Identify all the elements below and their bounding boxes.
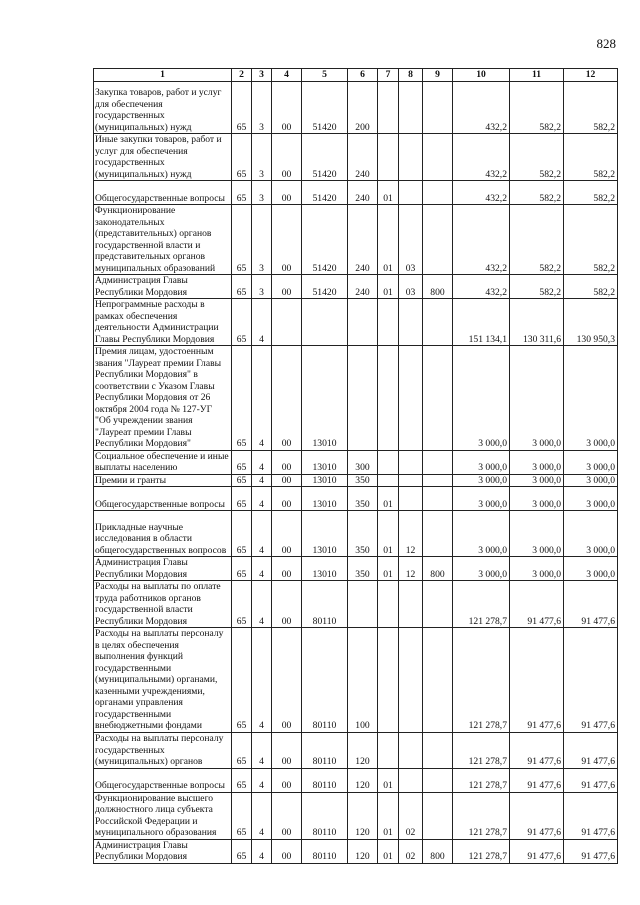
- code-section: [378, 732, 399, 768]
- code-subsection: [399, 768, 423, 792]
- code-subsection: [399, 82, 423, 134]
- code-subprogram: 00: [272, 768, 302, 792]
- budget-table: [93, 68, 618, 864]
- table-row: [94, 450, 618, 474]
- column-header: 5: [302, 69, 348, 82]
- row-label: Непрограммные расходы в рамках обеспечения деятельности Администрации Главы Республики Мордовия: [94, 299, 232, 346]
- code-subprogram: 00: [272, 581, 302, 628]
- row-label: Общегосударственные вопросы: [94, 181, 232, 205]
- code-direction: 80110: [302, 581, 348, 628]
- code-direction: 51420: [302, 82, 348, 134]
- code-subprogram: 00: [272, 205, 302, 275]
- code-section: 01: [378, 275, 399, 299]
- amount-col-11: 3 000,0: [510, 450, 564, 474]
- amount-col-12: 91 477,6: [564, 768, 618, 792]
- code-subsection: [399, 346, 423, 451]
- amount-col-12: 582,2: [564, 134, 618, 181]
- amount-col-12: 3 000,0: [564, 487, 618, 511]
- amount-col-12: 582,2: [564, 181, 618, 205]
- code-program: 3: [252, 205, 272, 275]
- code-expense-type: [348, 299, 378, 346]
- code-subsection: 03: [399, 205, 423, 275]
- code-ministry: 65: [232, 205, 252, 275]
- code-expense-type: [348, 346, 378, 451]
- amount-col-12: 130 950,3: [564, 299, 618, 346]
- amount-col-10: 3 000,0: [453, 474, 510, 487]
- amount-col-10: 151 134,1: [453, 299, 510, 346]
- amount-col-11: 91 477,6: [510, 628, 564, 733]
- amount-col-12: 3 000,0: [564, 474, 618, 487]
- amount-col-10: 121 278,7: [453, 732, 510, 768]
- code-subsection: [399, 581, 423, 628]
- code-admin: 800: [423, 275, 453, 299]
- code-section: 01: [378, 205, 399, 275]
- code-subsection: 03: [399, 275, 423, 299]
- code-expense-type: 300: [348, 450, 378, 474]
- row-label: Функционирование высшего должностного лица субъекта Российской Федерации и муниципального образования: [94, 792, 232, 839]
- row-label: Иные закупки товаров, работ и услуг для обеспечения государственных (муниципальных) нужд: [94, 134, 232, 181]
- code-program: 4: [252, 768, 272, 792]
- code-section: 01: [378, 487, 399, 511]
- code-program: 4: [252, 450, 272, 474]
- code-admin: [423, 732, 453, 768]
- code-expense-type: 200: [348, 82, 378, 134]
- code-subsection: [399, 732, 423, 768]
- code-direction: 13010: [302, 487, 348, 511]
- code-section: [378, 346, 399, 451]
- code-section: 01: [378, 511, 399, 557]
- code-expense-type: 350: [348, 487, 378, 511]
- row-label: Закупка товаров, работ и услуг для обеспечения государственных (муниципальных) нужд: [94, 82, 232, 134]
- table-row: [94, 487, 618, 511]
- code-expense-type: 120: [348, 839, 378, 863]
- code-expense-type: 100: [348, 628, 378, 733]
- code-subprogram: 00: [272, 134, 302, 181]
- code-subsection: [399, 628, 423, 733]
- table-row: [94, 299, 618, 346]
- amount-col-10: 432,2: [453, 82, 510, 134]
- code-direction: 51420: [302, 134, 348, 181]
- row-label: Администрация Главы Республики Мордовия: [94, 557, 232, 581]
- code-subsection: 02: [399, 792, 423, 839]
- row-label: Общегосударственные вопросы: [94, 768, 232, 792]
- code-direction: 13010: [302, 346, 348, 451]
- code-section: 01: [378, 792, 399, 839]
- code-subsection: 12: [399, 511, 423, 557]
- code-subsection: 12: [399, 557, 423, 581]
- code-direction: 13010: [302, 511, 348, 557]
- code-subprogram: 00: [272, 839, 302, 863]
- code-section: [378, 134, 399, 181]
- code-admin: [423, 134, 453, 181]
- amount-col-10: 3 000,0: [453, 450, 510, 474]
- code-direction: 51420: [302, 205, 348, 275]
- amount-col-10: 121 278,7: [453, 768, 510, 792]
- code-section: [378, 628, 399, 733]
- code-expense-type: 350: [348, 557, 378, 581]
- row-label: Администрация Главы Республики Мордовия: [94, 275, 232, 299]
- code-ministry: 65: [232, 511, 252, 557]
- code-ministry: 65: [232, 82, 252, 134]
- amount-col-11: 3 000,0: [510, 487, 564, 511]
- code-direction: 13010: [302, 474, 348, 487]
- amount-col-11: 130 311,6: [510, 299, 564, 346]
- amount-col-11: 582,2: [510, 181, 564, 205]
- column-header: 3: [252, 69, 272, 82]
- code-ministry: 65: [232, 346, 252, 451]
- code-direction: 80110: [302, 732, 348, 768]
- code-subsection: [399, 134, 423, 181]
- code-program: 4: [252, 346, 272, 451]
- code-ministry: 65: [232, 839, 252, 863]
- row-label: Администрация Главы Республики Мордовия: [94, 839, 232, 863]
- code-subprogram: 00: [272, 487, 302, 511]
- amount-col-12: 91 477,6: [564, 628, 618, 733]
- amount-col-11: 582,2: [510, 205, 564, 275]
- table-row: [94, 581, 618, 628]
- amount-col-11: 582,2: [510, 134, 564, 181]
- code-direction: [302, 299, 348, 346]
- code-ministry: 65: [232, 275, 252, 299]
- amount-col-12: 91 477,6: [564, 839, 618, 863]
- amount-col-12: 3 000,0: [564, 557, 618, 581]
- code-subprogram: 00: [272, 346, 302, 451]
- table-row: [94, 82, 618, 134]
- amount-col-11: 91 477,6: [510, 768, 564, 792]
- column-header: 11: [510, 69, 564, 82]
- code-subsection: [399, 299, 423, 346]
- code-admin: [423, 299, 453, 346]
- code-admin: [423, 82, 453, 134]
- amount-col-10: 121 278,7: [453, 581, 510, 628]
- code-ministry: 65: [232, 732, 252, 768]
- code-expense-type: 350: [348, 511, 378, 557]
- code-ministry: 65: [232, 557, 252, 581]
- code-expense-type: 240: [348, 134, 378, 181]
- code-section: [378, 450, 399, 474]
- column-header: 9: [423, 69, 453, 82]
- column-header: 6: [348, 69, 378, 82]
- code-program: 4: [252, 732, 272, 768]
- amount-col-12: 582,2: [564, 82, 618, 134]
- column-header: 8: [399, 69, 423, 82]
- code-admin: [423, 450, 453, 474]
- code-subprogram: 00: [272, 181, 302, 205]
- amount-col-10: 3 000,0: [453, 487, 510, 511]
- code-admin: [423, 487, 453, 511]
- code-subprogram: 00: [272, 82, 302, 134]
- code-program: 3: [252, 275, 272, 299]
- code-subprogram: 00: [272, 557, 302, 581]
- amount-col-10: 432,2: [453, 205, 510, 275]
- row-label: Общегосударственные вопросы: [94, 487, 232, 511]
- code-admin: [423, 628, 453, 733]
- amount-col-11: 91 477,6: [510, 581, 564, 628]
- amount-col-11: 3 000,0: [510, 474, 564, 487]
- code-admin: [423, 581, 453, 628]
- code-section: 01: [378, 557, 399, 581]
- amount-col-12: 3 000,0: [564, 450, 618, 474]
- row-label: Расходы на выплаты персоналу в целях обеспечения выполнения функций государственными (муниципальными) органами, казенными учреждениями, органами управления государственными внебюджетными фондами: [94, 628, 232, 733]
- table-row: [94, 732, 618, 768]
- code-admin: 800: [423, 839, 453, 863]
- code-section: [378, 299, 399, 346]
- code-subsection: [399, 474, 423, 487]
- code-ministry: 65: [232, 181, 252, 205]
- code-program: 3: [252, 181, 272, 205]
- code-expense-type: 120: [348, 768, 378, 792]
- code-subsection: [399, 450, 423, 474]
- amount-col-10: 3 000,0: [453, 346, 510, 451]
- code-ministry: 65: [232, 487, 252, 511]
- code-subprogram: 00: [272, 732, 302, 768]
- code-expense-type: 120: [348, 732, 378, 768]
- code-program: 4: [252, 839, 272, 863]
- table-header-row: [94, 69, 618, 82]
- amount-col-10: 432,2: [453, 181, 510, 205]
- amount-col-11: 91 477,6: [510, 839, 564, 863]
- code-ministry: 65: [232, 628, 252, 733]
- code-subsection: 02: [399, 839, 423, 863]
- code-expense-type: 240: [348, 181, 378, 205]
- amount-col-12: 3 000,0: [564, 511, 618, 557]
- code-admin: [423, 474, 453, 487]
- table-row: [94, 474, 618, 487]
- code-program: 4: [252, 511, 272, 557]
- code-ministry: 65: [232, 134, 252, 181]
- code-direction: 13010: [302, 450, 348, 474]
- code-section: 01: [378, 181, 399, 205]
- code-subprogram: [272, 299, 302, 346]
- table-row: [94, 792, 618, 839]
- code-direction: 51420: [302, 181, 348, 205]
- code-ministry: 65: [232, 792, 252, 839]
- table-row: [94, 839, 618, 863]
- table-row: [94, 628, 618, 733]
- code-expense-type: 240: [348, 275, 378, 299]
- code-program: 4: [252, 628, 272, 733]
- code-section: [378, 474, 399, 487]
- amount-col-10: 121 278,7: [453, 628, 510, 733]
- amount-col-10: 432,2: [453, 134, 510, 181]
- code-expense-type: 120: [348, 792, 378, 839]
- code-direction: 80110: [302, 792, 348, 839]
- amount-col-10: 121 278,7: [453, 839, 510, 863]
- code-program: 4: [252, 557, 272, 581]
- code-expense-type: 350: [348, 474, 378, 487]
- code-program: 4: [252, 299, 272, 346]
- code-direction: 80110: [302, 628, 348, 733]
- code-admin: [423, 792, 453, 839]
- code-direction: 13010: [302, 557, 348, 581]
- amount-col-11: 3 000,0: [510, 511, 564, 557]
- code-subsection: [399, 487, 423, 511]
- amount-col-11: 91 477,6: [510, 732, 564, 768]
- code-program: 4: [252, 487, 272, 511]
- code-ministry: 65: [232, 768, 252, 792]
- code-admin: [423, 205, 453, 275]
- column-header: 4: [272, 69, 302, 82]
- code-expense-type: [348, 581, 378, 628]
- page-number: 828: [596, 36, 616, 51]
- column-header: 10: [453, 69, 510, 82]
- row-label: Функционирование законодательных (представительных) органов государственной власти и представительных органов муниципальных образований: [94, 205, 232, 275]
- amount-col-11: 3 000,0: [510, 557, 564, 581]
- column-header: 1: [94, 69, 232, 82]
- code-program: 4: [252, 581, 272, 628]
- row-label: Социальное обеспечение и иные выплаты населению: [94, 450, 232, 474]
- code-subprogram: 00: [272, 275, 302, 299]
- table-row: [94, 768, 618, 792]
- table-row: [94, 181, 618, 205]
- code-ministry: 65: [232, 450, 252, 474]
- code-ministry: 65: [232, 581, 252, 628]
- amount-col-12: 91 477,6: [564, 732, 618, 768]
- code-admin: [423, 511, 453, 557]
- amount-col-11: 3 000,0: [510, 346, 564, 451]
- table-body: [94, 82, 618, 864]
- code-admin: [423, 181, 453, 205]
- code-section: 01: [378, 768, 399, 792]
- table-row: [94, 511, 618, 557]
- code-subsection: [399, 181, 423, 205]
- code-ministry: 65: [232, 474, 252, 487]
- row-label: Расходы на выплаты по оплате труда работников органов государственной власти Республики Мордовия: [94, 581, 232, 628]
- amount-col-11: 91 477,6: [510, 792, 564, 839]
- column-header: 7: [378, 69, 399, 82]
- amount-col-12: 582,2: [564, 275, 618, 299]
- table-row: [94, 346, 618, 451]
- code-admin: 800: [423, 557, 453, 581]
- code-direction: 80110: [302, 768, 348, 792]
- amount-col-12: 3 000,0: [564, 346, 618, 451]
- table-row: [94, 134, 618, 181]
- code-subprogram: 00: [272, 792, 302, 839]
- code-admin: [423, 768, 453, 792]
- amount-col-10: 121 278,7: [453, 792, 510, 839]
- code-subprogram: 00: [272, 450, 302, 474]
- column-header: 2: [232, 69, 252, 82]
- amount-col-10: 3 000,0: [453, 557, 510, 581]
- column-header: 12: [564, 69, 618, 82]
- code-program: 4: [252, 792, 272, 839]
- row-label: Расходы на выплаты персоналу государственных (муниципальных) органов: [94, 732, 232, 768]
- table-row: [94, 205, 618, 275]
- code-ministry: 65: [232, 299, 252, 346]
- code-section: [378, 581, 399, 628]
- code-program: 3: [252, 82, 272, 134]
- code-program: 3: [252, 134, 272, 181]
- code-subprogram: 00: [272, 474, 302, 487]
- code-program: 4: [252, 474, 272, 487]
- amount-col-10: 432,2: [453, 275, 510, 299]
- row-label: Премия лицам, удостоенным звания "Лауреат премии Главы Республики Мордовия" в соответствии с Указом Главы Республики Мордовия от 26 октября 2004 года № 127-УГ "Об учреждении звания "Лауреат премии Главы Республики Мордовия": [94, 346, 232, 451]
- amount-col-12: 91 477,6: [564, 792, 618, 839]
- code-section: [378, 82, 399, 134]
- amount-col-11: 582,2: [510, 82, 564, 134]
- amount-col-10: 3 000,0: [453, 511, 510, 557]
- code-expense-type: 240: [348, 205, 378, 275]
- code-direction: 51420: [302, 275, 348, 299]
- code-subprogram: 00: [272, 511, 302, 557]
- code-direction: 80110: [302, 839, 348, 863]
- amount-col-11: 582,2: [510, 275, 564, 299]
- table-row: [94, 275, 618, 299]
- table-row: [94, 557, 618, 581]
- row-label: Премии и гранты: [94, 474, 232, 487]
- code-section: 01: [378, 839, 399, 863]
- amount-col-12: 582,2: [564, 205, 618, 275]
- amount-col-12: 91 477,6: [564, 581, 618, 628]
- code-admin: [423, 346, 453, 451]
- code-subprogram: 00: [272, 628, 302, 733]
- row-label: Прикладные научные исследования в области общегосударственных вопросов: [94, 511, 232, 557]
